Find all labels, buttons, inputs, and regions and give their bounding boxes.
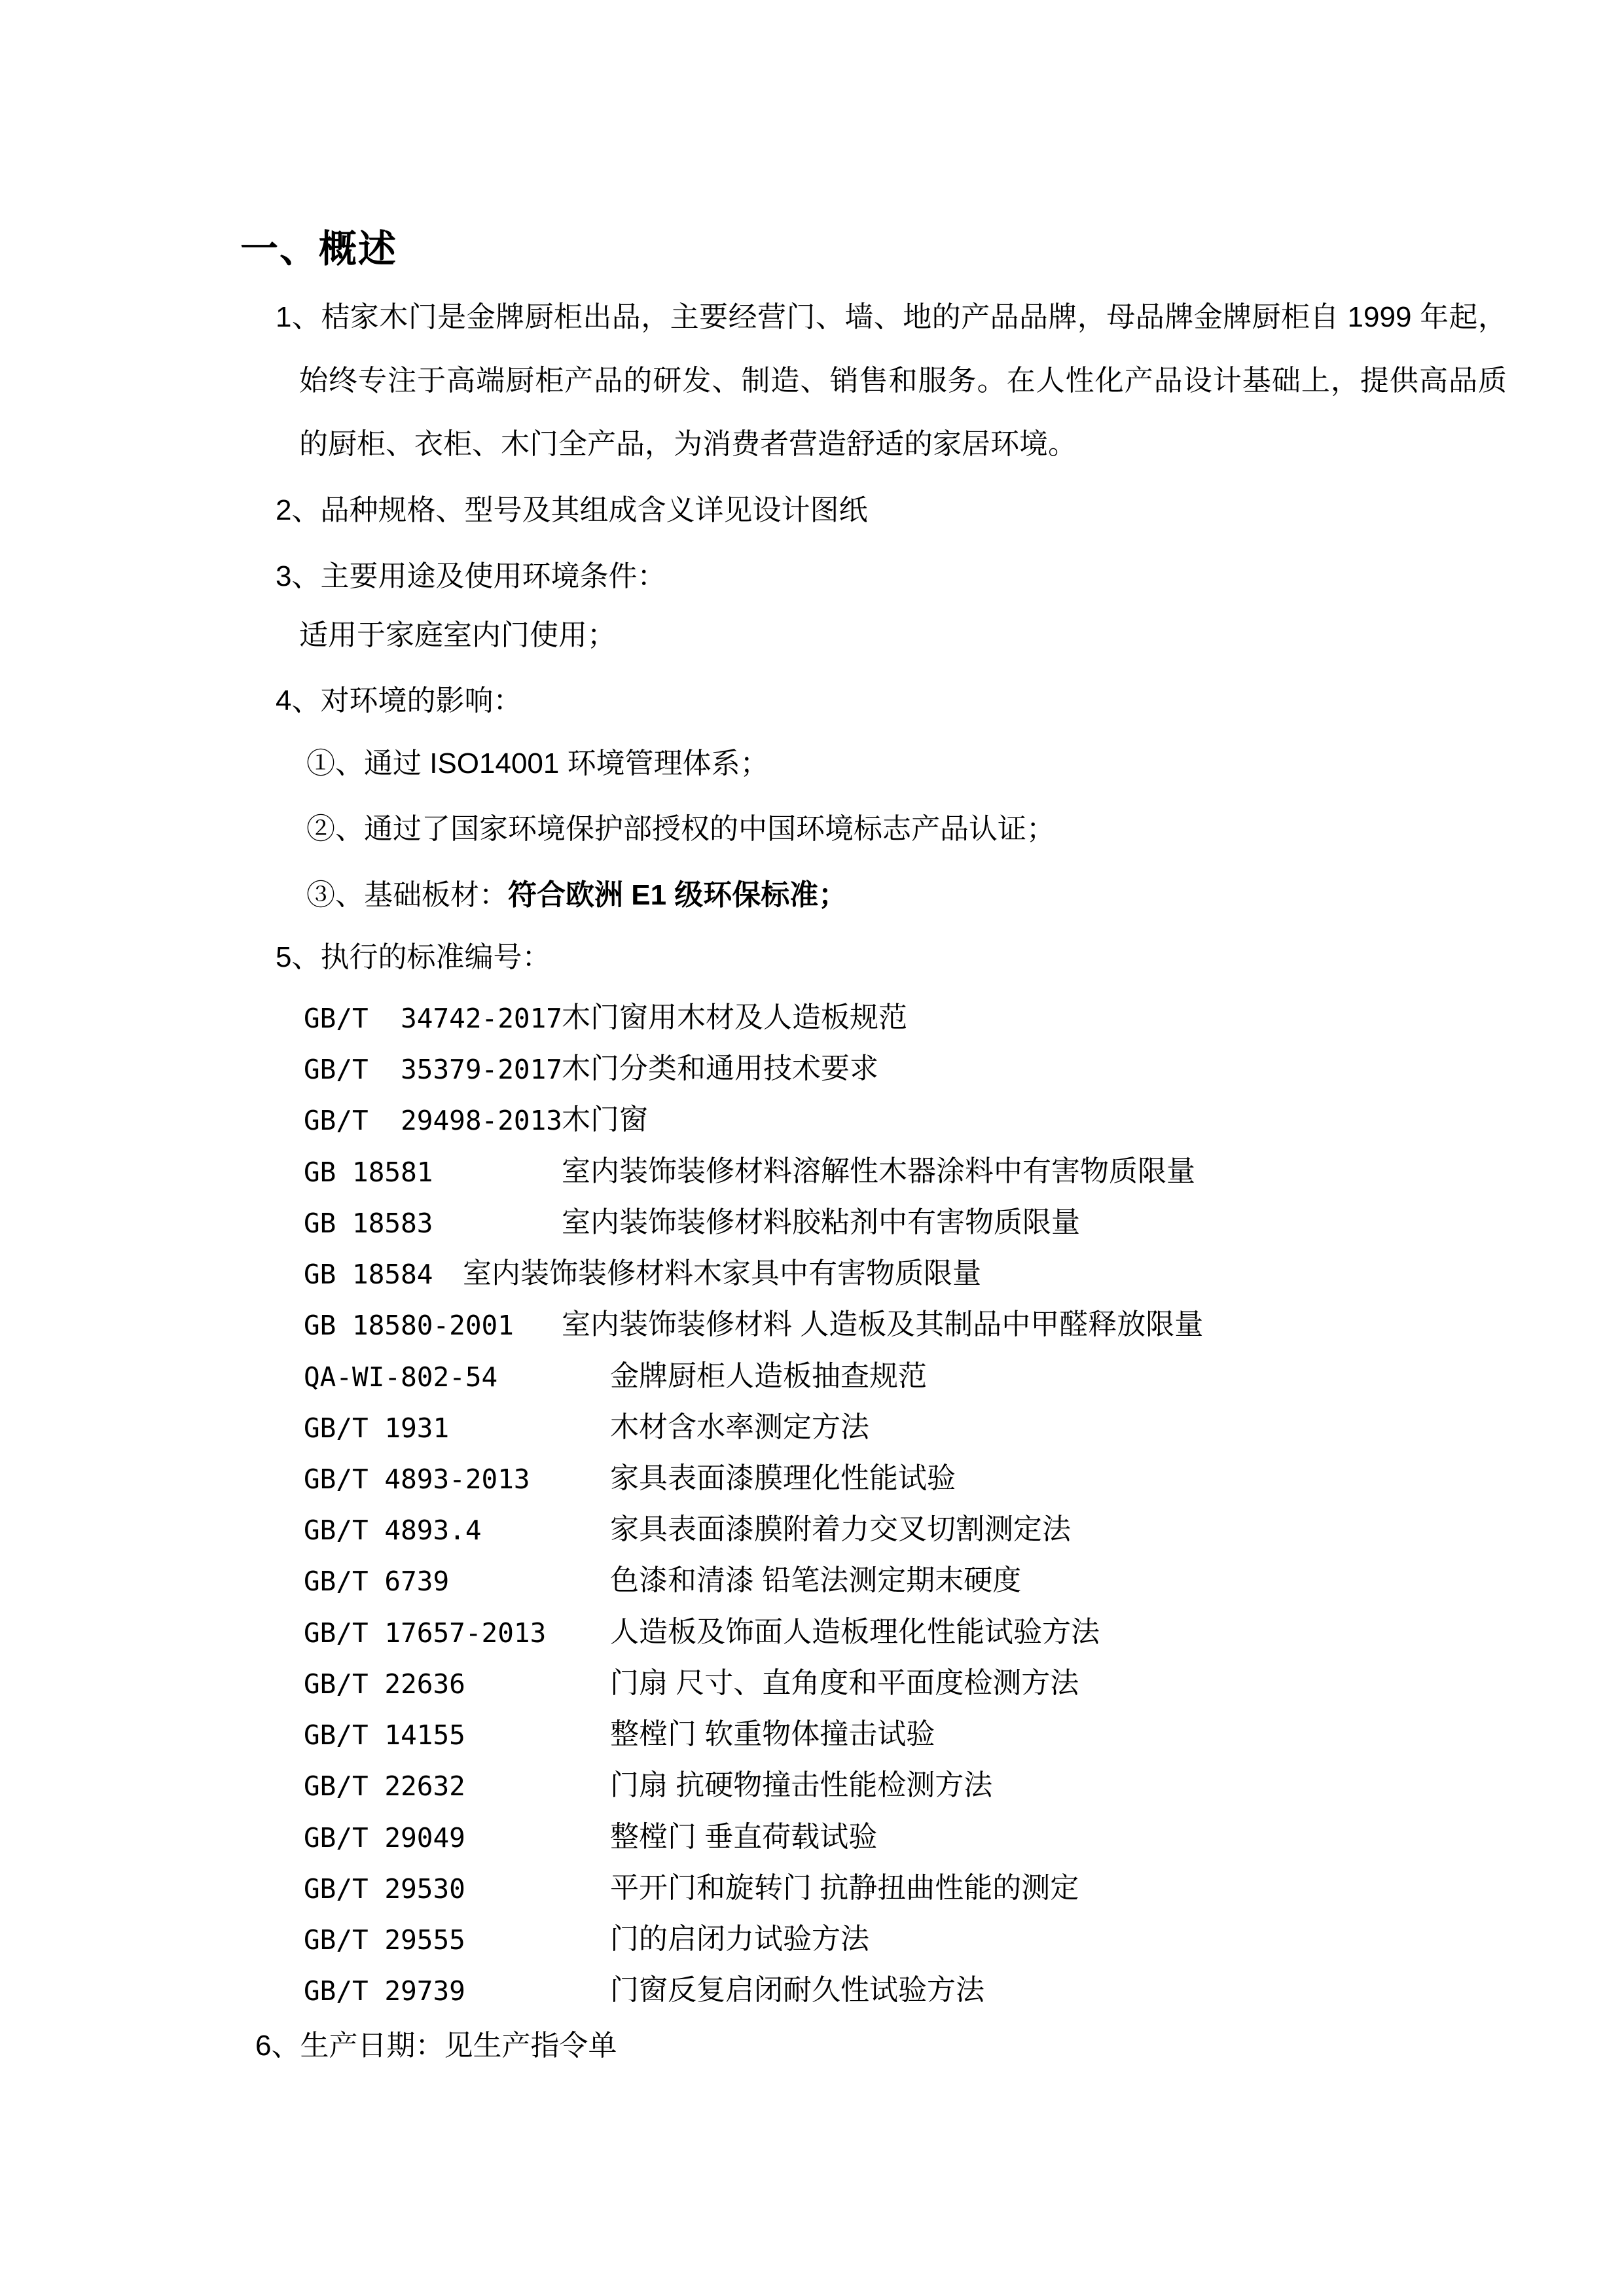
standard-row [0,1666,1624,1703]
sub-item-2 [306,812,1055,846]
standard-code: GB/T 4893-2013 [304,1463,530,1495]
list-item-3-note: 适用于家庭室内门使用； [299,619,616,651]
sub-item-text: 通过了国家环境保护部授权的中国环境标志产品认证； [364,813,1055,845]
standard-code: GB/T 29049 [304,1822,465,1854]
standard-row [0,1155,1624,1191]
paragraph-text: 桔家木门是金牌厨柜出品，主要经营门、墙、地的产品品牌，母品牌金牌厨柜自 1999 年起，始终专注于高端厨柜产品的研发、制造、销售和服务。在人性化产品设计基础上，提供高品质的厨柜、衣柜、木门全产品，为消费者营造舒适的家居环境。 [299,301,1507,460]
circled-number: ②、 [306,813,364,845]
list-item-3 [276,560,666,594]
standard-desc: 室内装饰装修材料 人造板及其制品中甲醛释放限量 [562,1308,1204,1340]
standard-code: GB/T 4893.4 [304,1515,482,1546]
list-number: 4、 [276,685,321,717]
standard-desc: 门扇 抗硬物撞击性能检测方法 [610,1769,993,1801]
sub-item-3 [306,878,847,912]
sub-item-1 [306,747,769,781]
standard-row [0,1359,1624,1396]
standard-row [0,1513,1624,1549]
list-item-2 [276,493,867,528]
standard-desc: 木材含水率测定方法 [610,1411,869,1443]
standard-desc: 平开门和旋转门 抗静扭曲性能的测定 [610,1872,1079,1904]
list-item-text: 主要用途及使用环境条件： [320,560,666,592]
list-number: 1、 [276,301,321,333]
standard-row [0,1462,1624,1498]
list-item-text: 品种规格、型号及其组成含义详见设计图纸 [320,494,868,526]
standard-row [0,1768,1624,1805]
standard-row [0,1308,1624,1344]
list-number: 2、 [276,494,321,526]
standard-row [0,1973,1624,2010]
standard-row [0,1103,1624,1139]
list-item-5 [276,941,550,975]
standard-code: GB 18583 [304,1208,433,1239]
circled-number: ③、 [306,879,364,911]
standard-desc: 木门窗用木材及人造板规范 [562,1001,907,1033]
standard-desc: 门窗反复启闭耐久性试验方法 [610,1974,984,2006]
standard-desc: 色漆和清漆 铅笔法测定期末硬度 [610,1564,1022,1596]
standard-desc: 金牌厨柜人造板抽查规范 [610,1360,927,1392]
standard-row [0,1564,1624,1600]
standard-desc: 门的启闭力试验方法 [610,1923,869,1955]
sub-item-prefix: 基础板材： [364,879,508,911]
standard-code: GB/T 29498-2013 [304,1105,562,1136]
standard-row [0,1871,1624,1908]
standard-code: GB/T 6739 [304,1566,450,1597]
list-number: 3、 [276,560,321,592]
standard-desc: 室内装饰装修材料胶粘剂中有害物质限量 [562,1206,1080,1238]
standard-row [0,1717,1624,1754]
standard-row [0,1410,1624,1447]
standard-desc: 室内装饰装修材料木家具中有害物质限量 [463,1257,981,1289]
standard-code: GB 18581 [304,1157,433,1188]
standard-code: GB/T 14155 [304,1719,465,1751]
standard-desc: 整樘门 软重物体撞击试验 [610,1718,935,1750]
sub-item-text: 通过 ISO14001 环境管理体系； [364,747,769,780]
standard-desc: 人造板及饰面人造板理化性能试验方法 [610,1616,1100,1648]
standard-code: GB/T 35379-2017 [304,1054,562,1085]
list-item-text: 对环境的影响： [320,685,522,717]
standard-desc: 整樘门 垂直荷载试验 [610,1821,878,1853]
standard-row [0,1820,1624,1857]
list-item-text: 执行的标准编号： [320,941,551,973]
standard-code: GB/T 29739 [304,1975,465,2007]
standard-code: GB/T 22636 [304,1668,465,1700]
standard-row [0,1922,1624,1959]
standard-desc: 木门分类和通用技术要求 [562,1052,878,1085]
standard-row [0,1052,1624,1088]
standard-row [0,1001,1624,1037]
list-number: 6、 [255,2030,300,2062]
standard-code: GB/T 29530 [304,1873,465,1905]
list-item-text: 生产日期：见生产指令单 [300,2030,617,2062]
standard-code: GB/T 29555 [304,1924,465,1956]
standard-code: GB/T 1931 [304,1412,450,1444]
standard-row [0,1206,1624,1242]
standard-row [0,1257,1624,1293]
list-item-4 [276,684,522,718]
list-item-6 [255,2029,617,2063]
standard-desc: 家具表面漆膜附着力交叉切割测定法 [610,1513,1071,1545]
standard-code: GB/T 22632 [304,1770,465,1802]
standard-row [0,1615,1624,1652]
standard-code: GB 18584 [304,1259,433,1290]
overview-paragraph-1 [276,285,1507,476]
list-number: 5、 [276,941,321,973]
sub-item-bold-text: 符合欧洲 E1 级环保标准； [508,879,848,911]
section-heading: 一、概述 [240,228,398,270]
standard-desc: 家具表面漆膜理化性能试验 [610,1462,956,1494]
standard-code: GB/T 17657-2013 [304,1617,547,1649]
circled-number: ①、 [306,747,364,780]
standard-code: QA-WI-802-54 [304,1361,498,1393]
standard-desc: 门扇 尺寸、直角度和平面度检测方法 [610,1667,1079,1699]
standard-code: GB 18580-2001 [304,1310,514,1341]
standard-code: GB/T 34742-2017 [304,1003,562,1034]
standard-desc: 室内装饰装修材料溶解性木器涂料中有害物质限量 [562,1155,1195,1187]
standard-desc: 木门窗 [562,1103,648,1136]
